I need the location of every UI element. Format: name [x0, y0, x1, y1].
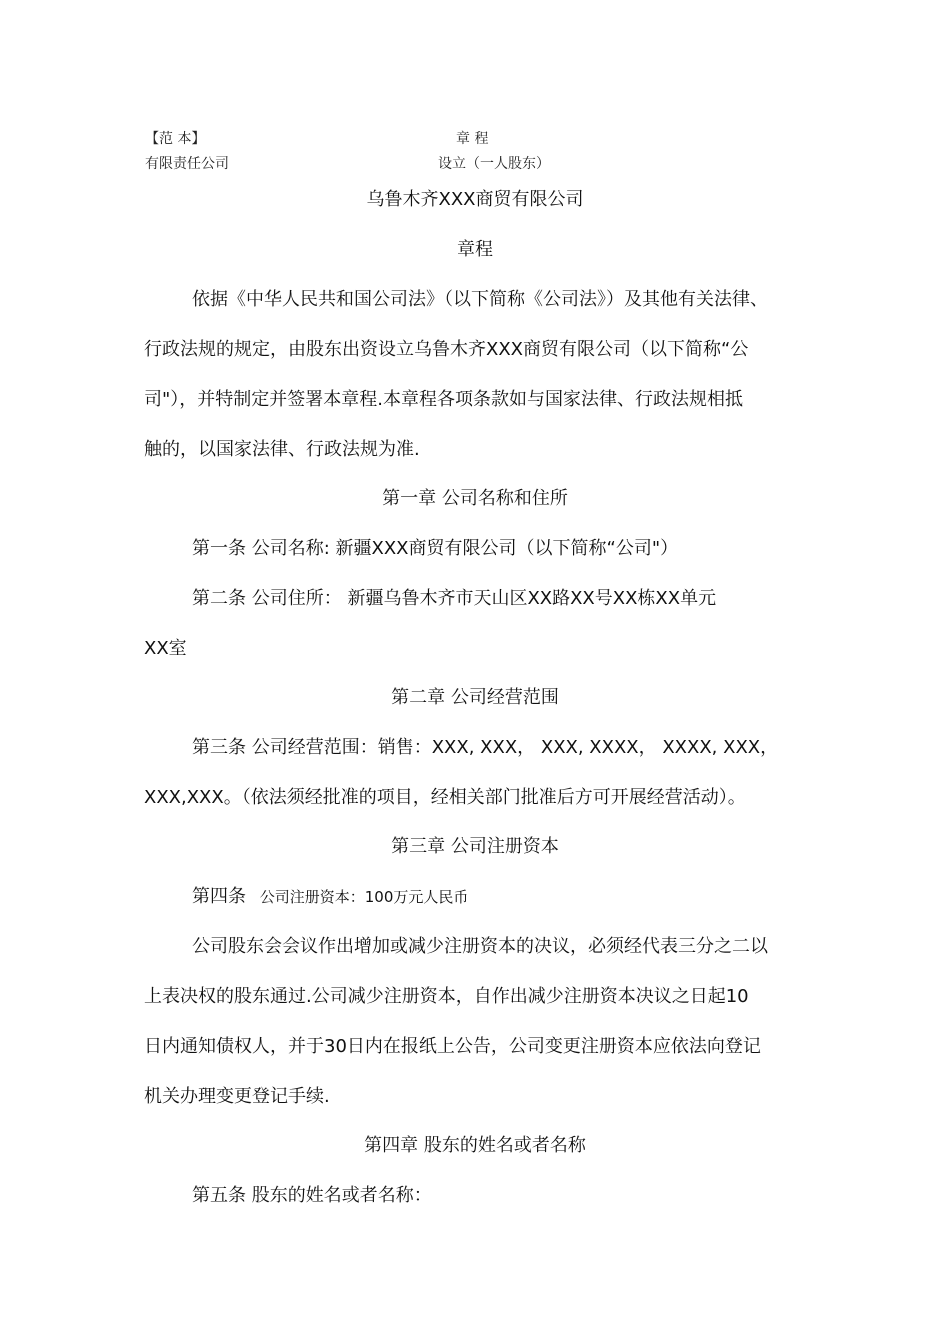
setup-note: 设立（一人股东）: [438, 156, 550, 172]
chapter-2-heading: 第二章 公司经营范围: [391, 687, 559, 708]
doc-title: 章程: [457, 239, 493, 260]
capital-para-line: 上表决权的股东通过.公司减少注册资本，自作出减少注册资本决议之日起10: [144, 986, 749, 1007]
article-2-cont: XX室: [144, 638, 187, 659]
article-3: 第三条 公司经营范围：销售：XXX, XXX， XXX, XXXX， XXXX, XXX，: [192, 737, 779, 758]
chapter-4-heading: 第四章 股东的姓名或者名称: [364, 1135, 586, 1156]
doc-kind-header: 章 程: [456, 131, 489, 147]
chapter-3-heading: 第三章 公司注册资本: [391, 836, 559, 857]
article-3-cont: XXX,XXX。（依法须经批准的项目，经相关部门批准后方可开展经营活动）。: [144, 787, 746, 808]
capital-para-line: 日内通知债权人，并于30日内在报纸上公告，公司变更注册资本应依法向登记: [144, 1036, 761, 1057]
capital-para-line: 公司股东会会议作出增加或减少注册资本的决议，必须经代表三分之二以: [192, 936, 768, 957]
chapter-1-heading: 第一章 公司名称和住所: [382, 488, 568, 509]
company-title: 乌鲁木齐XXX商贸有限公司: [366, 189, 584, 210]
article-2: 第二条 公司住所： 新疆乌鲁木齐市天山区XX路XX号XX栋XX单元: [192, 588, 717, 609]
article-4-text: 公司注册资本：100万元人民币: [259, 888, 469, 906]
preamble-line: 触的，以国家法律、行政法规为准.: [144, 439, 420, 460]
article-4: [144, 885, 806, 909]
article-1: 第一条 公司名称: 新疆XXX商贸有限公司（以下简称“公司"）: [192, 538, 679, 559]
preamble-line: 司"），并特制定并签署本章程.本章程各项条款如与国家法律、行政法规相抵: [144, 389, 743, 410]
company-type: 有限责任公司: [145, 156, 229, 172]
sample-tag: 【范 本】: [145, 131, 206, 147]
preamble-line: 依据《中华人民共和国公司法》（以下简称《公司法》）及其他有关法律、: [192, 289, 768, 310]
preamble-line: 行政法规的规定，由股东出资设立乌鲁木齐XXX商贸有限公司（以下简称“公: [144, 339, 749, 360]
article-5: 第五条 股东的姓名或者名称：: [192, 1185, 432, 1206]
article-4-label: 第四条: [192, 886, 246, 907]
capital-para-line: 机关办理变更登记手续.: [144, 1086, 330, 1107]
